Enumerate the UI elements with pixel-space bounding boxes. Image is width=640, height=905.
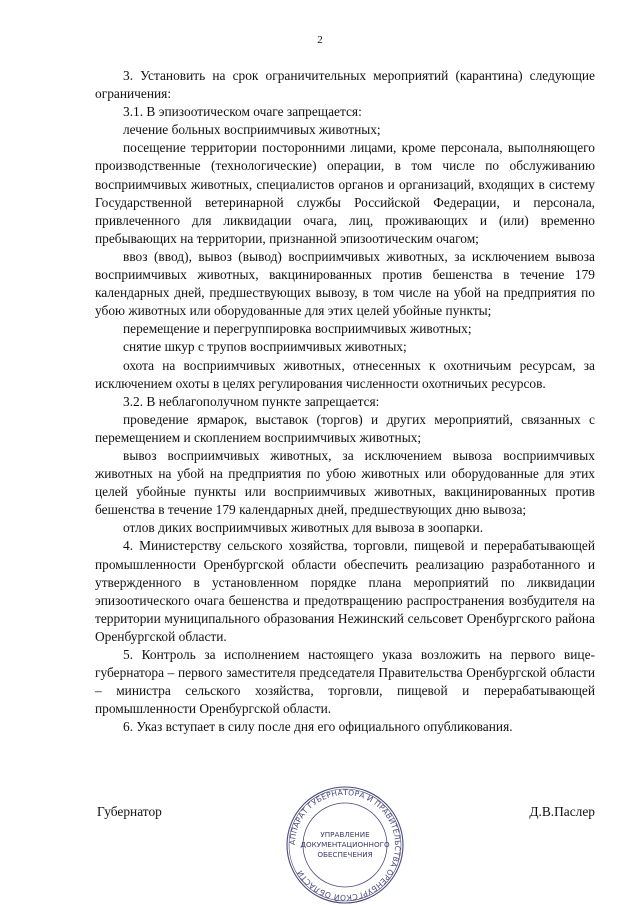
page-number: 2 bbox=[317, 34, 323, 46]
document-body bbox=[95, 67, 595, 736]
stamp-line: УПРАВЛЕНИЕ bbox=[320, 830, 370, 839]
paragraph: 6. Указ вступает в силу после дня его официального опубликования. bbox=[123, 719, 513, 735]
stamp-line: ОБЕСПЕЧЕНИЯ bbox=[317, 850, 373, 859]
paragraph: перемещение и перегруппировка восприимчивых животных; bbox=[123, 321, 472, 337]
signature-block bbox=[95, 787, 595, 903]
paragraph: лечение больных восприимчивых животных; bbox=[123, 122, 381, 138]
signatory-title: Губернатор bbox=[97, 804, 162, 819]
paragraph: отлов диких восприимчивых животных для вывоза в зоопарки. bbox=[123, 520, 484, 536]
paragraph: проведение ярмарок, выставок (торгов) и других мероприятий, связанных с перемещением и скоплением восприимчивых животных; bbox=[95, 411, 595, 445]
paragraph: вывоз восприимчивых животных, за исключением вывоза восприимчивых животных на убой на предприятия по убою животных или оборудованные для этих целей убойные пункты или восприимчивых животных, вакцинированных против бешенства в течение 179 календарных дней, предшествующих дню вывоза; bbox=[95, 447, 595, 518]
paragraph: 4. Министерству сельского хозяйства, торговли, пищевой и перерабатывающей промышленности Оренбургской области обеспечить реализацию разработанного и утвержденного в установленном порядке плана мероприятий по ликвидации эпизоотического очага бешенства и предотвращению распространения возбудителя на территории муниципального образования Нежинский сельсовет Оренбургского района Оренбургской области. bbox=[95, 538, 595, 644]
paragraph: ввоз (ввод), вывоз (вывод) восприимчивых животных, за исключением вывоза восприимчивых животных, вакцинированных против бешенства в течение 179 календарных дней, предшествующих вывозу, в том числе на убой на предприятия по убою животных или оборудованные для этих целей убойные пункты; bbox=[95, 248, 595, 319]
paragraph: 3. Установить на срок ограничительных мероприятий (карантина) следующие ограничения: bbox=[95, 68, 595, 102]
signatory-name: Д.В.Паслер bbox=[529, 804, 595, 819]
paragraph: охота на восприимчивых животных, отнесенных к охотничьим ресурсам, за исключением охоты в целях регулирования численности охотничьих ресурсов. bbox=[95, 357, 595, 391]
official-stamp bbox=[275, 785, 415, 905]
stamp-ring-text: АППАРАТ ГУБЕРНАТОРА И ПРАВИТЕЛЬСТВА ОРЕНБУРГСКОЙ ОБЛАСТИ bbox=[287, 787, 403, 903]
paragraph: 3.2. В неблагополучном пункте запрещается: bbox=[123, 393, 380, 409]
paragraph: посещение территории посторонними лицами, кроме персонала, выполняющего производственные (технологические) операции, в том числе по обслуживанию восприимчивых животных, специалистов органов и организаций, входящих в систему Государственной ветеринарной службы Российской Федерации, и персонала, привлеченного для ликвидации очага, лиц, проживающих и (или) временно пребывающих на территории, признанной эпизоотическим очагом; bbox=[95, 140, 595, 246]
stamp-line: ДОКУМЕНТАЦИОННОГО bbox=[300, 840, 390, 849]
paragraph: 3.1. В эпизоотическом очаге запрещается: bbox=[123, 104, 362, 120]
paragraph: 5. Контроль за исполнением настоящего указа возложить на первого вице-губернатора – первого заместителя председателя Правительства Оренбургской области – министра сельского хозяйства, торговли, пищевой и перерабатывающей промышленности Оренбургской области. bbox=[95, 647, 595, 717]
paragraph: снятие шкур с трупов восприимчивых животных; bbox=[123, 339, 407, 355]
